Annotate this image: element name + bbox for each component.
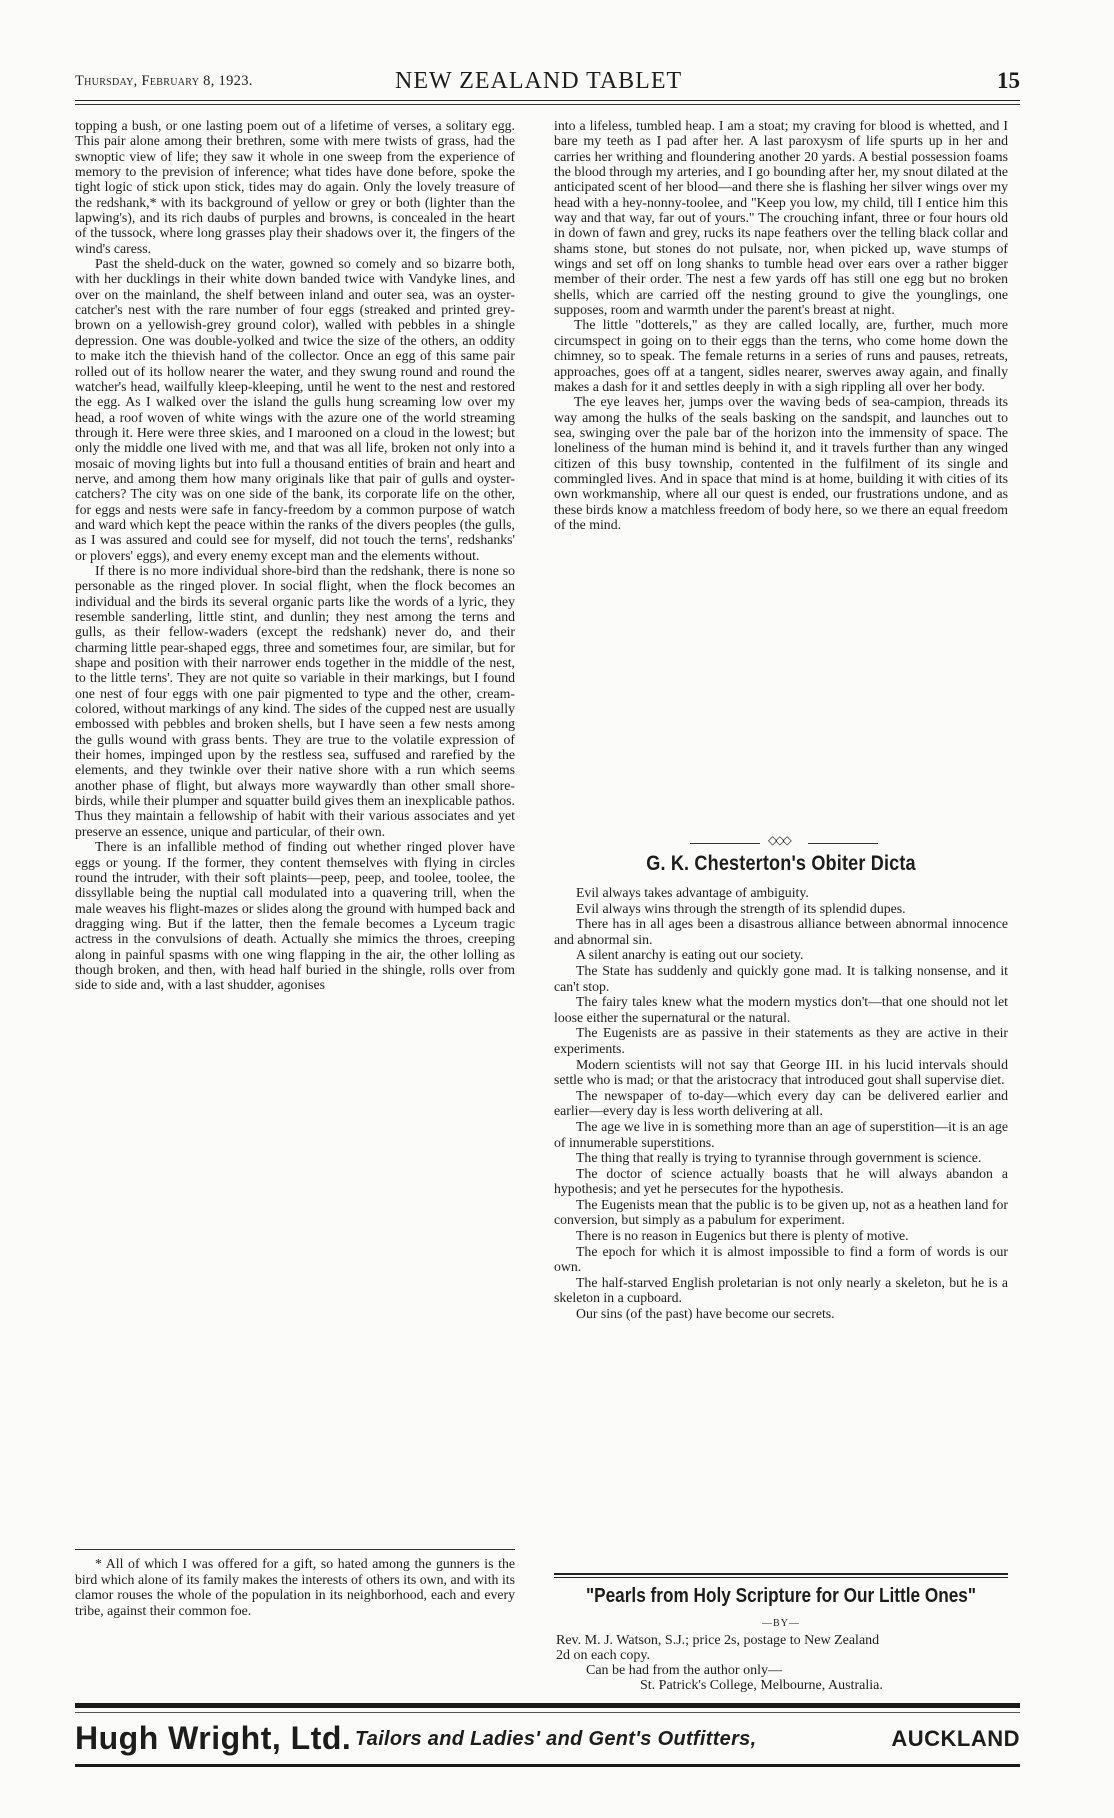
chesterton-heading: G. K. Chesterton's Obiter Dicta	[646, 852, 916, 875]
book-ad-title: "Pearls from Holy Scripture for Our Little Ones"	[585, 1585, 977, 1607]
quote: The newspaper of to-day—which every day can be delivered earlier and earlier—every day is less worth delivering at all.	[554, 1087, 1008, 1119]
quote: The half-starved English proletarian is not only nearly a skeleton, but he is a skeleton in a cupboard.	[554, 1274, 1008, 1306]
divider-line-left	[690, 843, 760, 844]
book-ad-availability-line: Can be had from the author only—	[586, 1663, 782, 1678]
quote: The Eugenists mean that the public is to be given up, not as a heathen land for conversion, but simply as a pabulum for experiment.	[554, 1196, 1008, 1228]
quote: There is no reason in Eugenics but there is plenty of motive.	[576, 1228, 909, 1244]
article-paragraph: into a lifeless, tumbled heap. I am a stoat; my craving for blood is whetted, and I bare my teeth as I pad after her. A last paroxysm of life spurts up in her and carries her writhing and floundering another 20 yards. A bestial possession foams the blood through my arteries, and I go bounding after her, my snout dilated at the anticipated scent of her blood—and there she is flashing her silver wings over my head with a hey-nonny-toolee, and "Keep you low, my child, till I entice him this way and that way, far out of yours." The crouching infant, three or four hours old in down of fawn and grey, rucks its nape feathers over the telling black collar and shams stone, but stones do not pulsate, nor, when picked up, wave stumps of wings and set off on long shanks to tumble head over ears over a rather bigger member of their order. The nest a few yards off has still one egg but no broken shells, which are carried off the nesting ground to give the younglings, one supposes, room and warmth under the parent's breast at night.	[554, 118, 1008, 318]
right-column	[554, 118, 1008, 532]
footer-ad-hairline	[75, 1712, 1020, 1713]
footer-ad-rule-bottom	[75, 1764, 1020, 1767]
section-divider	[690, 833, 880, 849]
publication-title: NEW ZEALAND TABLET	[395, 68, 683, 94]
page-header	[75, 68, 1020, 102]
article-paragraph: The little "dotterels," as they are called locally, are, further, much more circumspect in going on to their eggs than the terns, who come home down the chimney, so to speak. The female returns in a series of runs and pauses, retreats, approaches, goes off at a tangent, sidles nearer, swerves away again, and finally makes a dash for it and settles deeply in with a sigh rippling all over her body.	[554, 317, 1008, 394]
book-ad-rule	[554, 1573, 1008, 1575]
divider-line-right	[808, 843, 878, 844]
quote: Our sins (of the past) have become our secrets.	[576, 1306, 835, 1322]
quote: Evil always wins through the strength of its splendid dupes.	[576, 900, 906, 916]
article-paragraph: topping a bush, or one lasting poem out of a lifetime of verses, a solitary egg. This pair alone among their brethren, some with mere twists of grass, had the swnoptic view of life; they saw it whole in one sweep from the experience of memory to the prevision of inference; what tides have done before, spoke the tight logic of stick upon stick, tides may do again. Only the lovely treasure of the redshank,* with its background of yellow or grey or both (lighter than the lapwing's), and its rich daubs of purples and browns, is concealed in the heart of the tussock, where long grasses play their shadows over it, the fingers of the wind's caress.	[75, 118, 515, 256]
advertiser-description: Tailors and Ladies' and Gent's Outfitters,	[355, 1728, 757, 1750]
footnote	[75, 1556, 515, 1618]
book-ad-by: —BY—	[762, 1618, 800, 1629]
footer-ad-rule-top	[75, 1703, 1020, 1708]
advertiser-city: AUCKLAND	[891, 1726, 1020, 1751]
book-ad-address-line: St. Patrick's College, Melbourne, Australia.	[640, 1678, 883, 1693]
article-paragraph: If there is no more individual shore-bird than the redshank, there is none so personable as the ringed plover. In social flight, when the flock becomes an individual and the birds its several organic parts like the words of a lyric, they resemble sanderling, little stint, and dunlin; they nest among the terns and gulls, as their fellow-waders (except the redshank) never do, and their charming little pear-shaped eggs, three and sometimes four, are similar, but for shape and position with their narrower ends together in the middle of the nest, to the little terns'. They are not quite so variable in their markings, but I found one nest of four eggs with one pair pigmented to type and the other, cream-colored, without markings of any kind. The sides of the cupped nest are usually embossed with pebbles and broken shells, but I have seen a few nests among the gulls wound with grass bents. They are true to the volatile expression of their homes, impinged upon by the restless sea, suffused and rarefied by the elements, and they twinkle over their native shore with a run which seems another phase of flight, but always more waywardly than other small shore-birds, while their plumper and squatter build gives them an inexplicable pathos. Thus they maintain a fellowship of habit with their various associates and yet preserve an essence, unique and particular, of their own.	[75, 562, 515, 839]
advertiser-name: Hugh Wright, Ltd.	[75, 1720, 352, 1756]
header-rule	[75, 100, 1020, 101]
quote: Evil always takes advantage of ambiguity.	[576, 885, 809, 900]
quote: The State has suddenly and quickly gone mad. It is talking nonsense, and it can't stop.	[554, 962, 1008, 994]
issue-date: Thursday, February 8, 1923.	[75, 73, 253, 89]
book-ad-rule-thin	[554, 1577, 1008, 1578]
header-rule-thin	[75, 104, 1020, 105]
quote: The Eugenists are as passive in their statements as they are active in their experiments.	[554, 1025, 1008, 1056]
quote: There has in all ages been a disastrous alliance between abnormal innocence and abnormal sin.	[554, 916, 1008, 947]
quote: The fairy tales knew what the modern mystics don't—that one should not let loose either the supernatural or the natural.	[554, 994, 1008, 1025]
left-column	[75, 118, 515, 993]
article-paragraph: Past the sheld-duck on the water, gowned so comely and so bizarre both, with her ducklings in their white down banded twice with Vandyke lines, and over on the mainland, the shelf between inland and outer sea, was an oyster-catcher's nest with the rare number of four eggs (streaked and printed grey-brown on a yellowish-grey ground color), walled with pebbles in a shingle depression. One was double-yolked and twice the size of the others, an oddity to make itch the thievish hand of the collector. Once an egg of this same pair rolled out of its hollow nearer the water, and they swung round and round the watcher's head, wailfully kleep-kleeping, until he went to the nest and restored the egg. As I walked over the island the gulls hung screaming low over my head, a roof woven of white wings with the azure one of the world streaming through it. Here were three skies, and I marooned on a cloud in the lowest; but only the middle one lived with me, and that was all life, broken not only into a mosaic of moving lights but into full a thousand entities of brain and heart and nerve, and among them how many originals like that pair of gulls and oyster-catchers? The city was on one side of the bank, its corporate life on the other, for eggs and nests were safe in fancy-freedom by a common purpose of watch and ward which kept the peace within the ranks of the divers peoples (the gulls, as I was assured and could see for myself, did not touch the terns', redshanks' or plovers' eggs), and every enemy except man and the elements without.	[75, 256, 515, 563]
page-number: 15	[997, 68, 1020, 93]
book-ad-postage-line: 2d on each copy.	[556, 1648, 650, 1663]
quote: The epoch for which it is almost impossible to find a form of words is our own.	[554, 1243, 1008, 1275]
footnote-text: * All of which I was offered for a gift, so hated among the gunners is the bird which alone of its family makes the interests of others its own, and with its clamor rouses the whole of the population in its neighborhood, each and every tribe, against their common foe.	[75, 1556, 515, 1618]
quote: The thing that really is trying to tyrannise through government is science.	[576, 1150, 982, 1166]
quote: The doctor of science actually boasts that he will always abandon a hypothesis; and yet he persecutes for the hypothesis.	[554, 1165, 1008, 1197]
footer-advertisement	[75, 1720, 1020, 1756]
quote: Modern scientists will not say that George III. in his lucid intervals should settle who is mad; or that the aristocracy that introduced gout shall supervise diet.	[554, 1056, 1008, 1088]
footnote-rule	[75, 1549, 515, 1550]
article-paragraph: There is an infallible method of finding out whether ringed plover have eggs or young. If the former, they content themselves with flying in circles round the intruder, with their soft plaints—peep, peep, and toolee, toolee, the dissyllable being the nuptial call modulated into a quavering trill, when the male weaves his flight-mazes or slides along the ground with humped back and dragging wing. But if the latter, then the female becomes a Lyceum tragic actress in the convulsions of death. Actually she mimics the throes, creeping along in painful spasms with one wing flapping in the air, the other lolling as though broken, and then, with head half buried in the shingle, rolls over from side to side and, with a last shudder, agonises	[75, 839, 515, 993]
quote: The age we live in is something more than an age of superstition—it is an age of innumerable superstitions.	[554, 1118, 1008, 1150]
quote: A silent anarchy is eating out our society.	[576, 947, 804, 963]
chesterton-quotes	[554, 885, 1008, 1322]
diamond-ornament-icon: ◇◇◇	[768, 833, 790, 847]
book-ad-author-line: Rev. M. J. Watson, S.J.; price 2s, postage to New Zealand	[556, 1633, 880, 1648]
article-paragraph: The eye leaves her, jumps over the waving beds of sea-campion, threads its way among the hulks of the seals basking on the sandspit, and launches out to sea, swinging over the pale bar of the horizon into the immensity of space. The loneliness of the human mind is behind it, and it travels further than any winged citizen of this busy township, contented in the fulfilment of its single and commingled lives. And in space that mind is at home, building it with cities of its own workmanship, where all our quest is ended, our frustrations undone, and as these birds know a matchless freedom of body here, so we there an equal freedom of the mind.	[554, 394, 1008, 532]
